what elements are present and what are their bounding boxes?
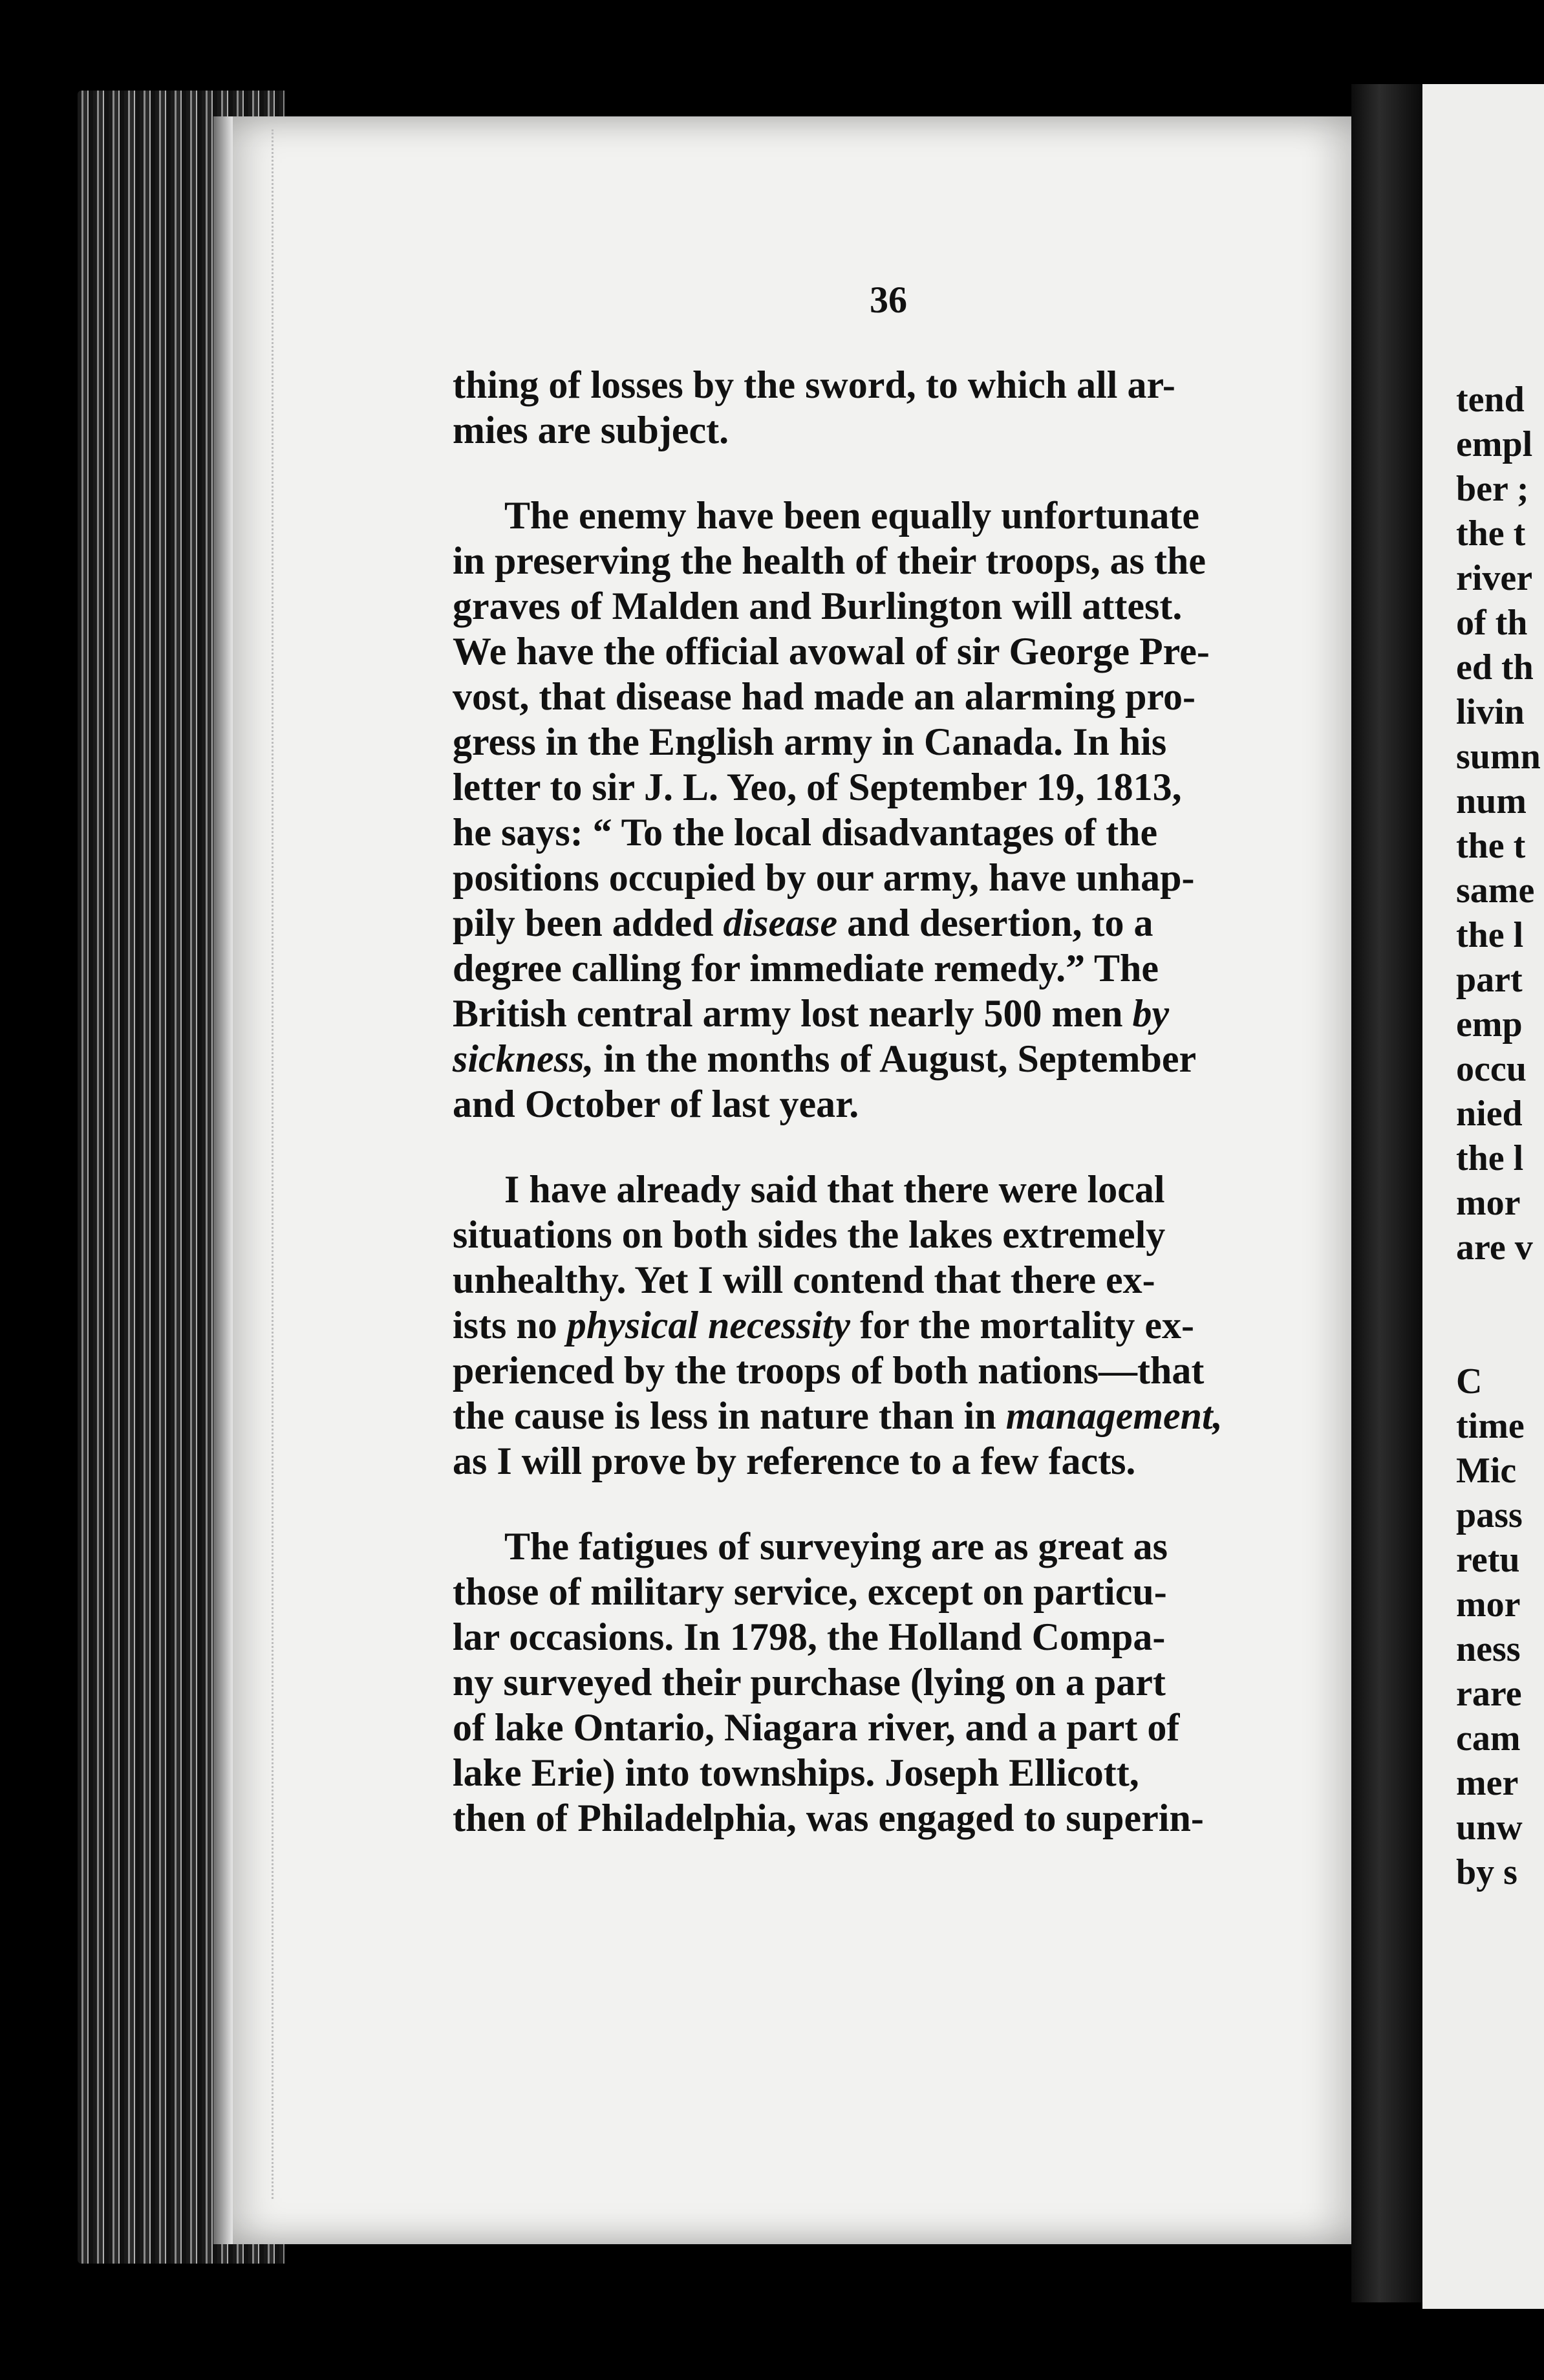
- text-line: those of military service, except on particu-: [453, 1570, 1167, 1613]
- facing-page-fragment: C: [1456, 1361, 1483, 1401]
- text-line: The fatigues of surveying are as great as: [504, 1525, 1168, 1568]
- text-line: lar occasions. In 1798, the Holland Compa-: [453, 1616, 1166, 1658]
- text-line: and October of last year.: [453, 1083, 859, 1125]
- facing-page-fragment: mor: [1456, 1183, 1521, 1223]
- text-line: vost, that disease had made an alarming pro-: [453, 675, 1196, 718]
- text-segment: the cause is less in nature than in: [453, 1394, 1006, 1437]
- text-line: perienced by the troops of both nations—that: [453, 1349, 1205, 1392]
- text-line: then of Philadelphia, was engaged to superin-: [453, 1797, 1204, 1839]
- text-line: situations on both sides the lakes extremely: [453, 1213, 1166, 1256]
- facing-page-fragment: nied: [1456, 1094, 1523, 1134]
- text-line: [453, 1303, 1358, 1348]
- text-line: [453, 991, 1358, 1036]
- text-line: graves of Malden and Burlington will attest.: [453, 585, 1183, 627]
- facing-page-fragment: ed th: [1456, 647, 1534, 687]
- text-line: [453, 900, 1358, 946]
- text-line: [453, 1036, 1358, 1081]
- text-segment: and desertion, to a: [837, 902, 1153, 944]
- facing-page-fragment: Mic: [1456, 1451, 1517, 1491]
- facing-page-fragment: of th: [1456, 603, 1528, 643]
- italic-text: by: [1132, 992, 1170, 1035]
- facing-page-fragment: time: [1456, 1406, 1525, 1446]
- text-line: ny surveyed their purchase (lying on a part: [453, 1661, 1166, 1704]
- italic-text: sickness,: [453, 1037, 594, 1080]
- facing-page-fragment: by s: [1456, 1852, 1517, 1892]
- paragraph: [453, 362, 1358, 453]
- facing-page-fragment: part: [1456, 960, 1523, 1000]
- text-line: unhealthy. Yet I will contend that there ex-: [453, 1259, 1155, 1301]
- facing-page-fragment: the l: [1456, 915, 1524, 955]
- book-gutter: [1351, 84, 1422, 2302]
- text-line: he says: “ To the local disadvantages of the: [453, 811, 1158, 854]
- text-line: [453, 1393, 1358, 1438]
- italic-text: physical necessity: [566, 1304, 850, 1347]
- facing-page: [1422, 84, 1544, 2309]
- text-segment: for the mortality ex-: [850, 1304, 1195, 1347]
- page-number: 36: [870, 279, 907, 321]
- italic-text: management,: [1005, 1394, 1223, 1437]
- facing-page-fragment: mer: [1456, 1763, 1519, 1803]
- text-line: I have already said that there were local: [504, 1168, 1165, 1211]
- text-line: of lake Ontario, Niagara river, and a part of: [453, 1706, 1180, 1749]
- facing-page-fragment: pass: [1456, 1495, 1523, 1535]
- text-line: We have the official avowal of sir George Pre-: [453, 630, 1210, 673]
- text-line: lake Erie) into townships. Joseph Ellicott,: [453, 1751, 1139, 1794]
- text-segment: pily been added: [453, 902, 724, 944]
- facing-page-fragment: num: [1456, 781, 1527, 821]
- text-segment: ists no: [453, 1304, 567, 1347]
- facing-page-fragment: ness: [1456, 1629, 1521, 1669]
- paragraph-gap: [453, 1127, 1358, 1167]
- facing-page-fragment: sumn: [1456, 737, 1541, 777]
- page-inner-edge: [213, 116, 233, 2244]
- facing-page-fragment: tend: [1456, 380, 1525, 420]
- facing-page-fragment: same: [1456, 871, 1535, 911]
- paragraph-gap: [453, 453, 1358, 493]
- paragraph: [453, 1524, 1358, 1841]
- facing-page-fragment: empl: [1456, 424, 1533, 464]
- italic-text: disease: [723, 902, 838, 944]
- text-line: gress in the English army in Canada. In his: [453, 720, 1167, 763]
- paragraph: [453, 1167, 1358, 1484]
- text-line: in preserving the health of their troops, as the: [453, 539, 1206, 582]
- facing-page-fragment: rare: [1456, 1674, 1522, 1714]
- text-line: degree calling for immediate remedy.” The: [453, 947, 1159, 990]
- facing-page-fragment: unw: [1456, 1808, 1523, 1848]
- facing-page-fragment: emp: [1456, 1004, 1523, 1044]
- text-segment: in the months of August, September: [594, 1037, 1197, 1080]
- facing-page-fragment: the l: [1456, 1138, 1524, 1178]
- text-column: [453, 362, 1358, 1841]
- text-line: positions occupied by our army, have unhap-: [453, 856, 1195, 899]
- paragraph: [453, 493, 1358, 1127]
- facing-page-fragment: occu: [1456, 1049, 1527, 1089]
- facing-page-fragment: the t: [1456, 514, 1526, 554]
- facing-page-fragment: cam: [1456, 1718, 1521, 1758]
- page-torn-edge: [272, 129, 277, 2199]
- text-segment: British central army lost nearly 500 men: [453, 992, 1133, 1035]
- text-line: thing of losses by the sword, to which all ar-: [453, 363, 1175, 406]
- facing-page-fragment: mor: [1456, 1585, 1521, 1625]
- facing-page-fragment: river: [1456, 558, 1533, 598]
- facing-page-fragment: livin: [1456, 692, 1525, 732]
- facing-page-fragment: are v: [1456, 1228, 1533, 1268]
- facing-page-fragment: retu: [1456, 1540, 1520, 1580]
- text-line: mies are subject.: [453, 409, 729, 451]
- paragraph-gap: [453, 1484, 1358, 1524]
- text-line: as I will prove by reference to a few facts.: [453, 1440, 1136, 1482]
- text-line: The enemy have been equally unfortunate: [504, 494, 1200, 537]
- text-line: letter to sir J. L. Yeo, of September 19, 1813,: [453, 766, 1182, 808]
- facing-page-fragment: the t: [1456, 826, 1526, 866]
- facing-page-fragment: ber ;: [1456, 469, 1529, 509]
